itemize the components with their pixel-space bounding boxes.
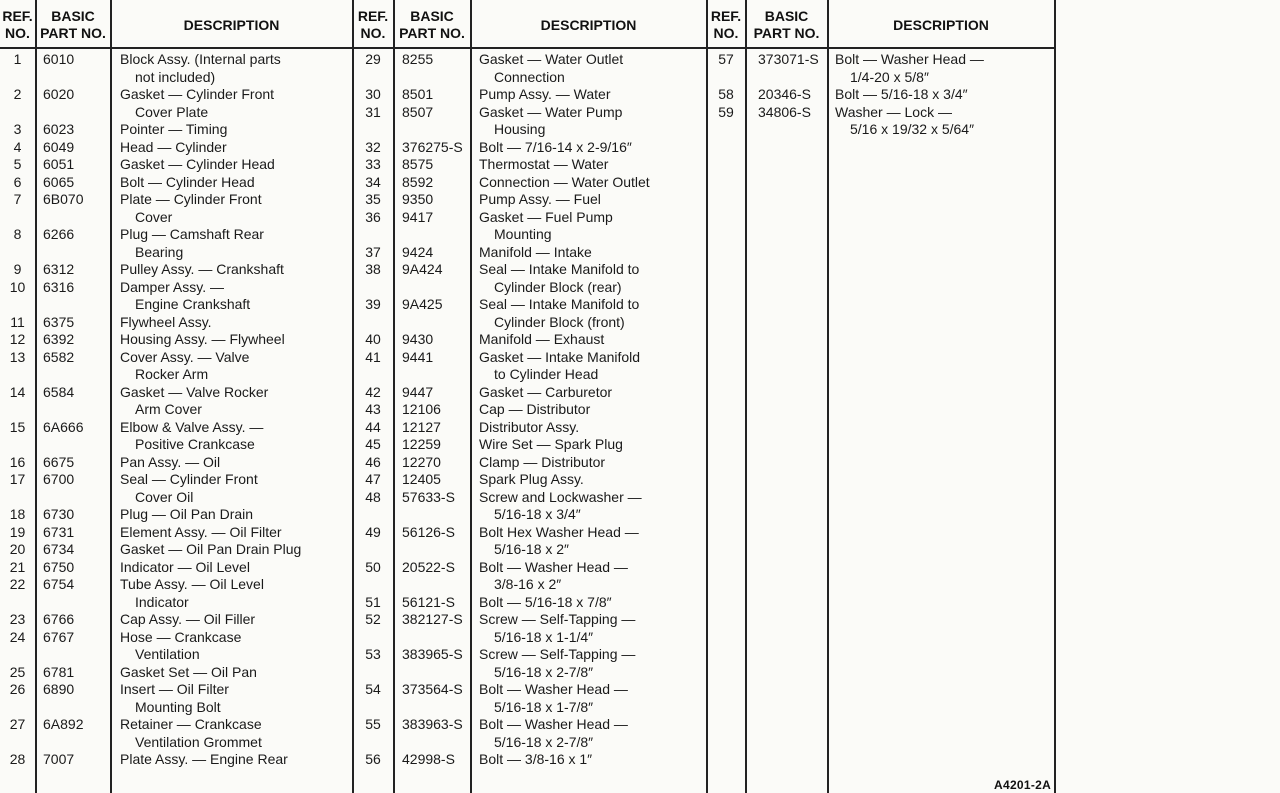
description	[120, 156, 275, 174]
basic-part-no: 6767	[43, 628, 75, 645]
description-line: Pan Assy. — Oil	[120, 453, 221, 470]
basic-part-no: 34806-S	[758, 103, 811, 120]
basic-part-no: 6700	[43, 471, 75, 487]
description-line: Plate Assy. — Engine Rear	[120, 751, 288, 767]
description	[479, 104, 622, 139]
description	[120, 349, 249, 384]
description	[120, 86, 274, 121]
description	[479, 349, 640, 384]
ref-no: 53	[365, 646, 381, 662]
description	[120, 419, 263, 454]
description-line: Manifold — Exhaust	[479, 331, 605, 347]
ref-no: 47	[365, 471, 381, 487]
basic-part-no: 8501	[402, 86, 434, 102]
description	[479, 401, 590, 419]
ref-no: 4	[13, 138, 22, 155]
description-line: Indicator — Oil Level	[120, 558, 250, 575]
description	[479, 559, 628, 594]
header-line: DESCRIPTION	[540, 16, 637, 33]
description-continuation: 5/16 x 19/32 x 5/64″	[850, 121, 975, 137]
description	[835, 104, 974, 139]
basic-part-no: 56121-S	[402, 593, 455, 610]
description-continuation: Indicator	[135, 593, 189, 610]
description	[835, 51, 984, 86]
ref-no: 35	[365, 191, 381, 207]
header-line: BASIC	[51, 8, 95, 24]
basic-part-no: 6B070	[43, 191, 84, 207]
column-rule	[745, 0, 747, 793]
basic-part-no: 12405	[402, 471, 441, 487]
ref-no: 29	[365, 51, 381, 67]
description	[479, 296, 639, 331]
ref-no: 3	[13, 121, 22, 137]
description-line: Seal — Intake Manifold to	[479, 296, 640, 312]
ref-no: 52	[365, 611, 381, 627]
basic-part-no: 9430	[402, 331, 434, 347]
basic-part-no: 6766	[43, 611, 75, 627]
basic-part-no: 9A425	[402, 296, 443, 312]
description	[120, 279, 250, 314]
ref-no: 20	[9, 541, 26, 557]
ref-no: 23	[9, 611, 26, 627]
description	[120, 121, 227, 139]
basic-part-no: 6731	[43, 523, 75, 540]
basic-part-no-header	[394, 5, 470, 45]
description	[120, 331, 285, 349]
description	[479, 611, 635, 646]
description	[479, 471, 584, 489]
description-line: Gasket Set — Oil Pan	[120, 663, 257, 680]
description-continuation: Cylinder Block (rear)	[494, 278, 622, 295]
ref-no: 45	[365, 436, 381, 452]
basic-part-no: 6734	[43, 541, 75, 557]
description-line: Elbow & Valve Assy. —	[120, 418, 264, 435]
ref-no: 6	[13, 173, 22, 190]
description-line: Block Assy. (Internal parts	[120, 51, 281, 67]
basic-part-no: 373071-S	[758, 51, 819, 67]
ref-no: 1	[13, 51, 22, 67]
basic-part-no: 6730	[43, 506, 75, 522]
description-line: Cap Assy. — Oil Filler	[120, 611, 256, 627]
ref-no: 7	[13, 191, 22, 207]
description-line: Gasket — Water Pump	[479, 103, 623, 120]
header-line: PART NO.	[753, 25, 820, 41]
description	[479, 436, 623, 454]
basic-part-no: 9350	[402, 191, 434, 207]
basic-part-no: 9A424	[402, 261, 443, 277]
description	[120, 191, 262, 226]
description-line: Bolt — 5/16-18 x 7/8″	[479, 593, 612, 610]
column-rule	[1054, 0, 1056, 793]
description	[479, 86, 610, 104]
basic-part-no: 20522-S	[402, 558, 455, 575]
ref-no: 56	[365, 751, 381, 767]
ref-no: 14	[9, 383, 26, 400]
description	[120, 471, 258, 506]
description	[479, 384, 612, 402]
description-line: Housing Assy. — Flywheel	[120, 331, 285, 347]
description-line: Retainer — Crankcase	[120, 716, 262, 732]
basic-part-no-header	[36, 5, 110, 45]
header-line: PART NO.	[40, 25, 106, 41]
ref-no: 19	[9, 523, 26, 540]
description-line: Spark Plug Assy.	[479, 471, 584, 487]
description-line: Pulley Assy. — Crankshaft	[120, 261, 284, 277]
description	[120, 576, 264, 611]
description	[120, 524, 282, 542]
basic-part-no: 9424	[402, 243, 434, 260]
ref-no: 22	[9, 576, 26, 592]
basic-part-no: 8255	[402, 51, 434, 67]
ref-no: 10	[9, 278, 26, 295]
description	[479, 594, 612, 612]
ref-no: 21	[9, 558, 26, 575]
ref-no: 42	[365, 383, 381, 400]
description-continuation: 5/16-18 x 3/4″	[494, 506, 581, 522]
ref-no: 38	[365, 261, 381, 277]
description	[479, 331, 604, 349]
description-continuation: Ventilation	[135, 646, 200, 662]
description-line: Seal — Cylinder Front	[120, 471, 258, 487]
description	[120, 681, 229, 716]
description	[479, 751, 592, 769]
description-line: Hose — Crankcase	[120, 628, 242, 645]
description-continuation: Connection	[494, 68, 565, 85]
description-line: Bolt — Washer Head —	[479, 716, 628, 732]
ref-no: 31	[365, 103, 381, 120]
header-rule	[0, 47, 1056, 49]
description-line: Insert — Oil Filter	[120, 681, 229, 697]
header-line: NO.	[5, 25, 30, 41]
ref-no: 34	[365, 173, 381, 190]
ref-no: 37	[365, 243, 381, 260]
ref-no: 15	[9, 418, 26, 435]
description-continuation: Rocker Arm	[135, 366, 209, 382]
description-line: Tube Assy. — Oil Level	[120, 576, 264, 592]
description	[479, 209, 613, 244]
basic-part-no: 9441	[402, 348, 434, 365]
description-line: Clamp — Distributor	[479, 453, 606, 470]
header-line: DESCRIPTION	[183, 16, 280, 33]
basic-part-no: 6316	[43, 278, 75, 295]
ref-no: 58	[718, 86, 734, 102]
basic-part-no: 6065	[43, 173, 75, 190]
basic-part-no: 6049	[43, 138, 75, 155]
basic-part-no: 6266	[43, 226, 75, 242]
ref-no: 5	[13, 156, 22, 172]
description-line: Plug — Oil Pan Drain	[120, 506, 254, 522]
basic-part-no: 42998-S	[402, 751, 455, 767]
basic-part-no: 6675	[43, 453, 75, 470]
basic-part-no: 9447	[402, 383, 434, 400]
basic-part-no: 383965-S	[402, 646, 463, 662]
description	[120, 716, 262, 751]
ref-no: 9	[13, 261, 22, 277]
description	[479, 681, 628, 716]
description-line: Gasket — Valve Rocker	[120, 383, 269, 400]
description	[120, 314, 212, 332]
description-continuation: 5/16-18 x 1-7/8″	[494, 698, 594, 715]
description	[120, 611, 255, 629]
description-line: Flywheel Assy.	[120, 313, 212, 330]
description-continuation: Arm Cover	[135, 401, 202, 417]
basic-part-no: 8575	[402, 156, 434, 172]
basic-part-no: 8592	[402, 173, 434, 190]
description-continuation: Ventilation Grommet	[135, 733, 262, 750]
ref-no: 18	[9, 506, 26, 522]
basic-part-no: 6312	[43, 261, 75, 277]
basic-part-no: 6750	[43, 558, 75, 575]
basic-part-no-header	[746, 5, 827, 45]
header-line: PART NO.	[399, 25, 465, 41]
ref-no: 40	[365, 331, 381, 347]
description	[479, 244, 592, 262]
description-line: Cap — Distributor	[479, 401, 591, 417]
description	[120, 506, 253, 524]
description-line: Plate — Cylinder Front	[120, 191, 262, 207]
description	[479, 191, 601, 209]
description	[479, 454, 605, 472]
ref-no: 13	[9, 348, 26, 365]
description	[479, 261, 639, 296]
description-line: Screw and Lockwasher —	[479, 488, 642, 505]
ref-no: 43	[365, 401, 381, 417]
header-line: BASIC	[764, 8, 809, 24]
ref-no: 17	[9, 471, 26, 487]
basic-part-no: 12106	[402, 401, 441, 417]
description-continuation: Housing	[494, 121, 546, 137]
description	[120, 139, 227, 157]
description	[479, 156, 608, 174]
description-line: Wire Set — Spark Plug	[479, 436, 623, 452]
description-line: Gasket — Water Outlet	[479, 51, 624, 67]
description	[479, 716, 628, 751]
ref-no: 49	[365, 523, 381, 540]
description	[120, 51, 281, 86]
basic-part-no: 56126-S	[402, 523, 455, 540]
description-continuation: 5/16-18 x 2-7/8″	[494, 733, 594, 750]
description-line: Gasket — Fuel Pump	[479, 208, 613, 225]
basic-part-no: 6375	[43, 313, 75, 330]
basic-part-no: 6392	[43, 331, 75, 347]
ref-no: 28	[9, 751, 26, 767]
ref-no: 8	[13, 226, 22, 242]
header-line: BASIC	[410, 8, 454, 24]
basic-part-no: 6051	[43, 156, 75, 172]
column-rule	[35, 0, 37, 793]
description	[479, 139, 632, 157]
description-line: Connection — Water Outlet	[479, 173, 650, 190]
description-line: Seal — Intake Manifold to	[479, 261, 640, 277]
basic-part-no: 6582	[43, 348, 75, 365]
description-line: Bolt — Washer Head —	[479, 681, 628, 697]
ref-no: 44	[365, 418, 381, 435]
ref-no: 26	[9, 681, 26, 697]
description-continuation: Engine Crankshaft	[135, 296, 251, 312]
description-continuation: Cylinder Block (front)	[494, 313, 625, 330]
description-continuation: 3/8-16 x 2″	[494, 576, 562, 592]
description-line: Bolt — Washer Head —	[835, 51, 984, 67]
description-line: Damper Assy. —	[120, 278, 224, 295]
ref-no: 36	[365, 208, 381, 225]
ref-no: 27	[9, 716, 26, 732]
description-line: Head — Cylinder	[120, 138, 227, 155]
description-line: Bolt — 7/16-14 x 2-9/16″	[479, 138, 632, 155]
ref-no: 59	[718, 103, 734, 120]
description-line: Cover Assy. — Valve	[120, 348, 250, 365]
description-line: Pointer — Timing	[120, 121, 228, 137]
basic-part-no: 20346-S	[758, 86, 811, 102]
basic-part-no: 6754	[43, 576, 75, 592]
basic-part-no: 8507	[402, 103, 434, 120]
description-line: Pump Assy. — Fuel	[479, 191, 601, 207]
description-continuation: Cover Oil	[135, 488, 194, 505]
basic-part-no: 6A892	[43, 716, 84, 732]
header-line: NO.	[713, 25, 739, 41]
basic-part-no: 6023	[43, 121, 75, 137]
description-continuation: 5/16-18 x 1-1/4″	[494, 628, 594, 645]
basic-part-no: 9417	[402, 208, 434, 225]
ref-no-header	[707, 5, 745, 45]
header-line: REF.	[2, 8, 33, 24]
description	[479, 51, 623, 86]
ref-no: 25	[9, 663, 26, 680]
description-line: Pump Assy. — Water	[479, 86, 611, 102]
ref-no: 32	[365, 138, 381, 155]
description-line: Screw — Self-Tapping —	[479, 646, 636, 662]
description-line: Gasket — Intake Manifold	[479, 348, 641, 365]
basic-part-no: 6A666	[43, 418, 84, 435]
ref-no: 16	[9, 453, 26, 470]
header-line: REF.	[710, 8, 742, 24]
description-line: Element Assy. — Oil Filter	[120, 523, 282, 540]
description-line: Manifold — Intake	[479, 243, 592, 260]
description	[479, 174, 650, 192]
basic-part-no: 373564-S	[402, 681, 463, 697]
description-line: Bolt — Washer Head —	[479, 558, 628, 575]
description	[479, 489, 642, 524]
description-continuation: Cover Plate	[135, 103, 209, 120]
column-rule	[110, 0, 112, 793]
ref-no-header	[353, 5, 393, 45]
description-continuation: 5/16-18 x 2-7/8″	[494, 663, 594, 680]
column-rule	[827, 0, 829, 793]
description-line: Gasket — Oil Pan Drain Plug	[120, 541, 302, 557]
description-line: Gasket — Carburetor	[479, 383, 613, 400]
basic-part-no: 12259	[402, 436, 441, 452]
description-line: Bolt — 3/8-16 x 1″	[479, 751, 593, 767]
basic-part-no: 12127	[402, 418, 441, 435]
ref-no: 46	[365, 453, 381, 470]
header-line: NO.	[360, 25, 386, 41]
description	[120, 751, 288, 769]
description	[479, 419, 579, 437]
description-header	[111, 5, 352, 45]
description-continuation: to Cylinder Head	[494, 366, 599, 382]
description-line: Screw — Self-Tapping —	[479, 611, 636, 627]
description-header	[828, 5, 1054, 45]
description-line: Plug — Camshaft Rear	[120, 226, 264, 242]
description	[479, 646, 635, 681]
description-line: Bolt — 5/16-18 x 3/4″	[835, 86, 968, 102]
description	[120, 261, 284, 279]
basic-part-no: 382127-S	[402, 611, 463, 627]
description-line: Distributor Assy.	[479, 418, 580, 435]
ref-no: 11	[10, 313, 25, 330]
basic-part-no: 6020	[43, 86, 75, 102]
description-line: Washer — Lock —	[835, 103, 952, 120]
basic-part-no: 376275-S	[402, 138, 463, 155]
description-continuation: Positive Crankcase	[135, 436, 255, 452]
ref-no: 30	[365, 86, 381, 102]
description	[120, 226, 264, 261]
basic-part-no: 383963-S	[402, 716, 463, 732]
description	[120, 384, 268, 419]
description-continuation: Bearing	[135, 243, 184, 260]
description	[120, 629, 241, 664]
description	[120, 664, 257, 682]
description-continuation: Mounting Bolt	[135, 698, 221, 715]
description-line: Bolt — Cylinder Head	[120, 173, 255, 190]
ref-no: 41	[365, 348, 381, 365]
description-continuation: Mounting	[494, 226, 552, 242]
ref-no: 48	[365, 488, 381, 505]
ref-no: 57	[718, 51, 734, 67]
ref-no: 39	[365, 296, 381, 312]
ref-no: 51	[365, 593, 381, 610]
basic-part-no: 6584	[43, 383, 75, 400]
ref-no: 2	[13, 86, 22, 102]
description-line: Gasket — Cylinder Head	[120, 156, 275, 172]
ref-no: 33	[365, 156, 381, 172]
ref-no: 55	[365, 716, 381, 732]
description	[120, 541, 301, 559]
description-line: Bolt Hex Washer Head —	[479, 523, 639, 540]
description	[120, 174, 255, 192]
ref-no: 24	[9, 628, 26, 645]
description	[120, 454, 220, 472]
ref-no: 50	[365, 558, 381, 575]
basic-part-no: 6890	[43, 681, 75, 697]
description	[120, 559, 250, 577]
basic-part-no: 6781	[43, 663, 75, 680]
description	[479, 524, 639, 559]
description-continuation: not included)	[135, 68, 216, 85]
description-continuation: Cover	[135, 208, 173, 225]
basic-part-no: 6010	[43, 51, 75, 67]
description-line: Gasket — Cylinder Front	[120, 86, 275, 102]
description-continuation: 5/16-18 x 2″	[494, 541, 570, 557]
description-line: Thermostat — Water	[479, 156, 609, 172]
column-rule	[393, 0, 395, 793]
basic-part-no: 12270	[402, 453, 441, 470]
description	[835, 86, 968, 104]
description-header	[471, 5, 706, 45]
header-line: DESCRIPTION	[893, 16, 989, 33]
ref-no: 54	[365, 681, 381, 697]
ref-no-header	[0, 5, 35, 45]
ref-no: 12	[9, 331, 26, 347]
basic-part-no: 57633-S	[402, 488, 455, 505]
column-rule	[470, 0, 472, 793]
header-line: REF.	[357, 8, 389, 24]
figure-code: A4201-2A	[994, 778, 1052, 792]
basic-part-no: 7007	[43, 751, 75, 767]
description-continuation: 1/4-20 x 5/8″	[850, 68, 929, 85]
